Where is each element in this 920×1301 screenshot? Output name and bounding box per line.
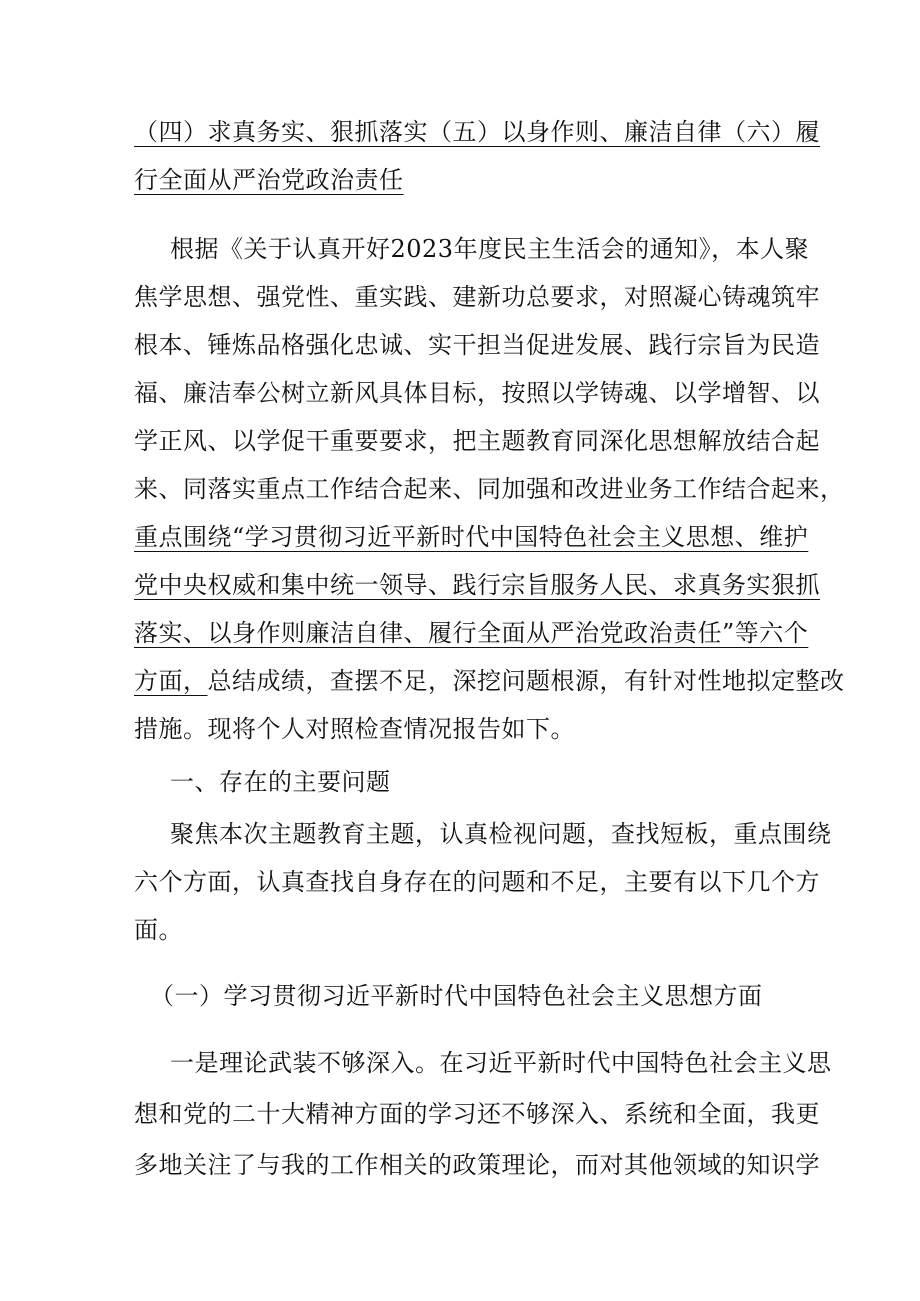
intro-line-9: 落实、以身作则廉洁自律、履行全面从严治党政治责任”等六个: [134, 619, 809, 647]
heading-line-2: 行全面从严治党政治责任: [134, 166, 404, 194]
section-1-title: 一、存在的主要问题: [170, 768, 391, 796]
intro-line-6: 来、同落实重点工作结合起来、同加强和改进业务工作结合起来，: [134, 475, 845, 503]
intro-line-11: 措施。现将个人对照检查情况报告如下。: [134, 715, 575, 743]
intro-line-3: 根本、锤炼品格强化忠诚、实干担当促进发展、践行宗旨为民造: [134, 331, 820, 359]
subsection-1-title: （一）学习贯彻习近平新时代中国特色社会主义思想方面: [150, 982, 763, 1010]
intro-line-1: 根据《关于认真开好2023年度民主生活会的通知》，本人聚: [170, 235, 810, 263]
subsection-1-line-3: 多地关注了与我的工作相关的政策理论，而对其他领域的知识学: [134, 1151, 820, 1179]
section-1-line-2: 六个方面，认真查找自身存在的问题和不足，主要有以下几个方: [134, 868, 820, 896]
section-1-line-3: 面。: [134, 916, 183, 944]
intro-line-10-underlined: 方面，: [134, 667, 208, 695]
intro-line-8: 党中央权威和集中统一领导、践行宗旨服务人民、求真务实狠抓: [134, 571, 820, 599]
intro-line-2: 焦学思想、强党性、重实践、建新功总要求，对照凝心铸魂筑牢: [134, 283, 820, 311]
intro-line-10-rest: 总结成绩，查摆不足，深挖问题根源，有针对性地拟定整改: [207, 667, 845, 695]
section-1-line-1: 聚焦本次主题教育主题，认真检视问题，查找短板，重点围绕: [170, 820, 832, 848]
intro-line-10: [134, 659, 845, 703]
heading-line-1: （四）求真务实、狠抓落实（五）以身作则、廉洁自律（六）履: [134, 118, 820, 146]
intro-line-7: 重点围绕“学习贯彻习近平新时代中国特色社会主义思想、维护: [134, 523, 809, 551]
intro-line-5: 学正风、以学促干重要要求，把主题教育同深化思想解放结合起: [134, 427, 820, 455]
subsection-1-line-2: 想和党的二十大精神方面的学习还不够深入、系统和全面，我更: [134, 1100, 820, 1128]
intro-line-4: 福、廉洁奉公树立新风具体目标，按照以学铸魂、以学增智、以: [134, 379, 820, 407]
subsection-1-line-1: 一是理论武装不够深入。在习近平新时代中国特色社会主义思: [170, 1049, 832, 1077]
